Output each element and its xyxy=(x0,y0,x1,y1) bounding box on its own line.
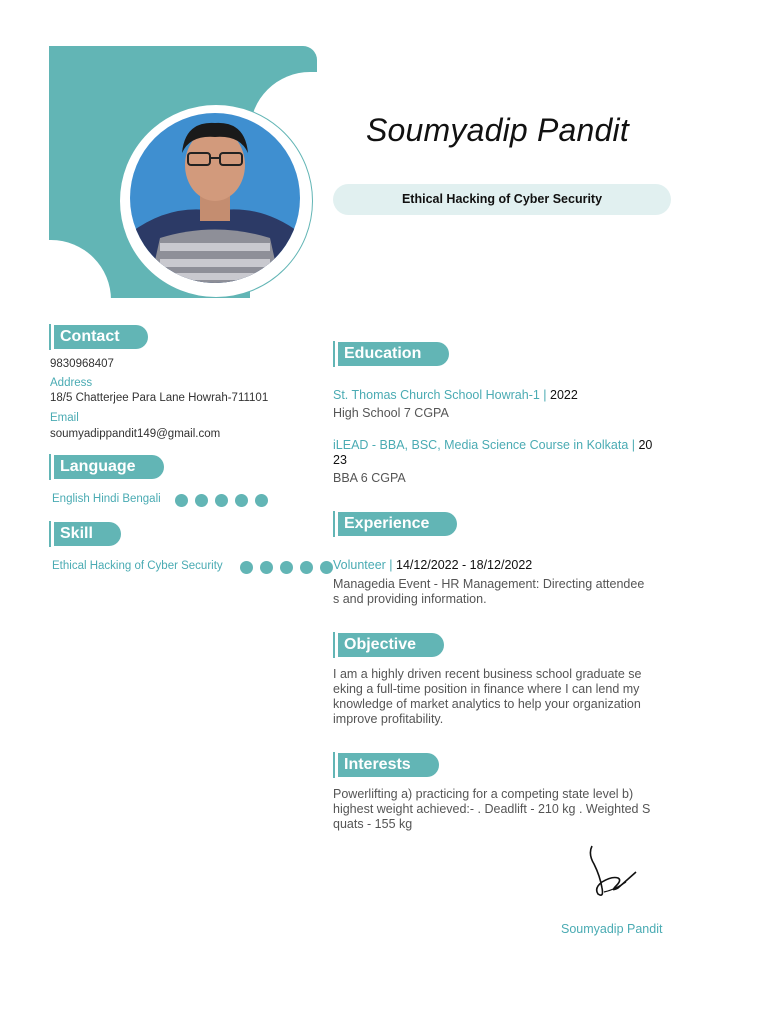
interests-line: Powerlifting a) practicing for a competing state level b) xyxy=(333,787,634,801)
education-item xyxy=(333,438,673,453)
skill-rating xyxy=(240,561,333,574)
profile-photo xyxy=(130,113,300,283)
section-heading: Contact xyxy=(54,325,148,349)
rating-dot xyxy=(320,561,333,574)
candidate-name: Soumyadip Pandit xyxy=(366,112,629,148)
signature-image xyxy=(578,842,640,902)
education-detail: BBA 6 CGPA xyxy=(333,471,406,485)
interests-line: quats - 155 kg xyxy=(333,817,413,831)
experience-desc: Managedia Event - HR Management: Directing attendee xyxy=(333,577,645,591)
objective-line: eking a full-time position in finance where I can lend my xyxy=(333,682,640,696)
section-heading: Interests xyxy=(338,753,439,777)
interests-line: highest weight achieved:- . Deadlift - 210 kg . Weighted S xyxy=(333,802,651,816)
rating-dot xyxy=(260,561,273,574)
language-list: English Hindi Bengali xyxy=(52,493,161,505)
section-heading: Experience xyxy=(338,512,457,536)
rating-dot xyxy=(240,561,253,574)
address-label: Address xyxy=(50,377,93,389)
rating-dot xyxy=(255,494,268,507)
objective-line: improve profitability. xyxy=(333,712,444,726)
objective-line: knowledge of market analytics to help your organization xyxy=(333,697,641,711)
section-heading: Skill xyxy=(54,522,121,546)
school-year-wrap: 23 xyxy=(333,453,347,467)
phone-number: 9830968407 xyxy=(50,358,114,370)
rating-dot xyxy=(215,494,228,507)
address-value: 18/5 Chatterjee Para Lane Howrah-711101 xyxy=(50,392,269,404)
rating-dot xyxy=(175,494,188,507)
experience-desc: s and providing information. xyxy=(333,592,487,606)
school-year: 20 xyxy=(638,438,653,452)
rating-dot xyxy=(300,561,313,574)
rating-dot xyxy=(235,494,248,507)
job-title-pill: Ethical Hacking of Cyber Security xyxy=(333,184,671,215)
section-heading: Education xyxy=(338,342,449,366)
section-heading: Language xyxy=(54,455,164,479)
experience-role: Volunteer | xyxy=(333,558,397,572)
email-label: Email xyxy=(50,412,79,424)
experience-dates: 14/12/2022 - 18/12/2022 xyxy=(396,558,533,572)
signature-name: Soumyadip Pandit xyxy=(561,922,663,936)
school-year: 2022 xyxy=(550,388,578,402)
language-rating xyxy=(175,494,268,507)
education-item xyxy=(333,388,673,403)
email-value: soumyadippandit149@gmail.com xyxy=(50,428,221,440)
objective-line: I am a highly driven recent business school graduate se xyxy=(333,667,642,681)
skill-name: Ethical Hacking of Cyber Security xyxy=(52,560,223,572)
rating-dot xyxy=(280,561,293,574)
experience-item xyxy=(333,558,673,573)
school-name: St. Thomas Church School Howrah-1 | xyxy=(333,388,550,402)
rating-dot xyxy=(195,494,208,507)
school-name: iLEAD - BBA, BSC, Media Science Course in Kolkata | xyxy=(333,438,639,452)
section-heading: Objective xyxy=(338,633,444,657)
education-detail: High School 7 CGPA xyxy=(333,406,449,420)
